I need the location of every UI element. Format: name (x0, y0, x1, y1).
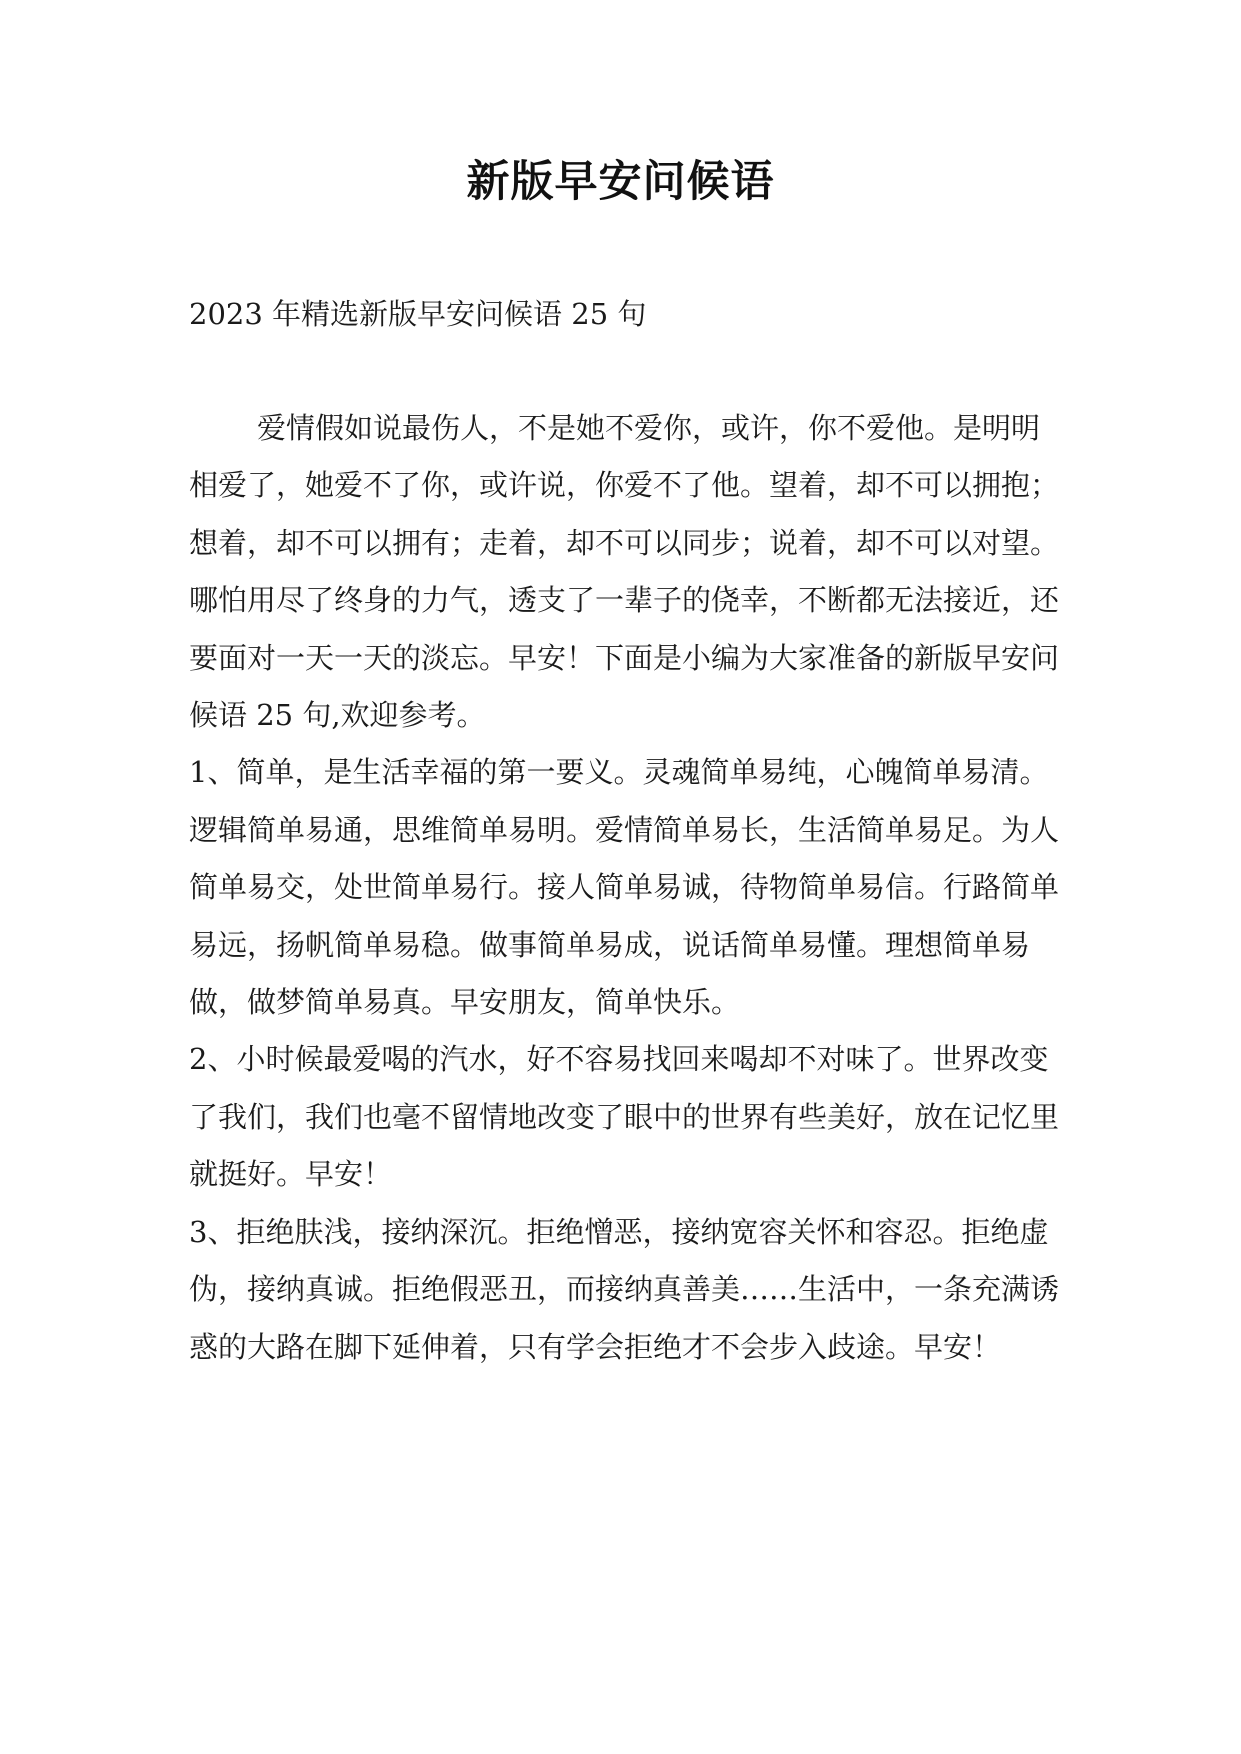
document-subtitle: 2023 年精选新版早安问候语 25 句 (189, 297, 647, 331)
document-title: 新版早安问候语 (466, 157, 775, 207)
list-item: 1、简单，是生活幸福的第一要义。灵魂简单易纯，心魄简单易清。逻辑简单易通，思维简单易明。爱情简单易长，生活简单易足。为人简单易交，处世简单易行。接人简单易诚，待物简单易信。行路简单易远，扬帆简单易稳。做事简单易成，说话简单易懂。理想简单易做，做梦简单易真。早安朋友，简单快乐。 (189, 755, 1060, 1020)
list-item: 3、拒绝肤浅，接纳深沉。拒绝憎恶，接纳宽容关怀和容忍。拒绝虚伪，接纳真诚。拒绝假恶丑，而接纳真善美……生活中，一条充满诱惑的大路在脚下延伸着，只有学会拒绝才不会步入歧途。早安！ (189, 1214, 1060, 1364)
document-body (189, 400, 1059, 1376)
list-item: 2、小时候最爱喝的汽水，好不容易找回来喝却不对味了。世界改变了我们，我们也毫不留情地改变了眼中的世界有些美好，放在记忆里就挺好。早安！ (189, 1042, 1060, 1192)
intro-paragraph: 爱情假如说最伤人，不是她不爱你，或许，你不爱他。是明明相爱了，她爱不了你，或许说，你爱不了他。望着，却不可以拥抱；想着，却不可以拥有；走着，却不可以同步；说着，却不可以对望。哪怕用尽了终身的力气，透支了一辈子的侥幸，不断都无法接近，还要面对一天一天的淡忘。早安！下面是小编为大家准备的新版早安问候语 25 句,欢迎参考。 (189, 411, 1060, 733)
